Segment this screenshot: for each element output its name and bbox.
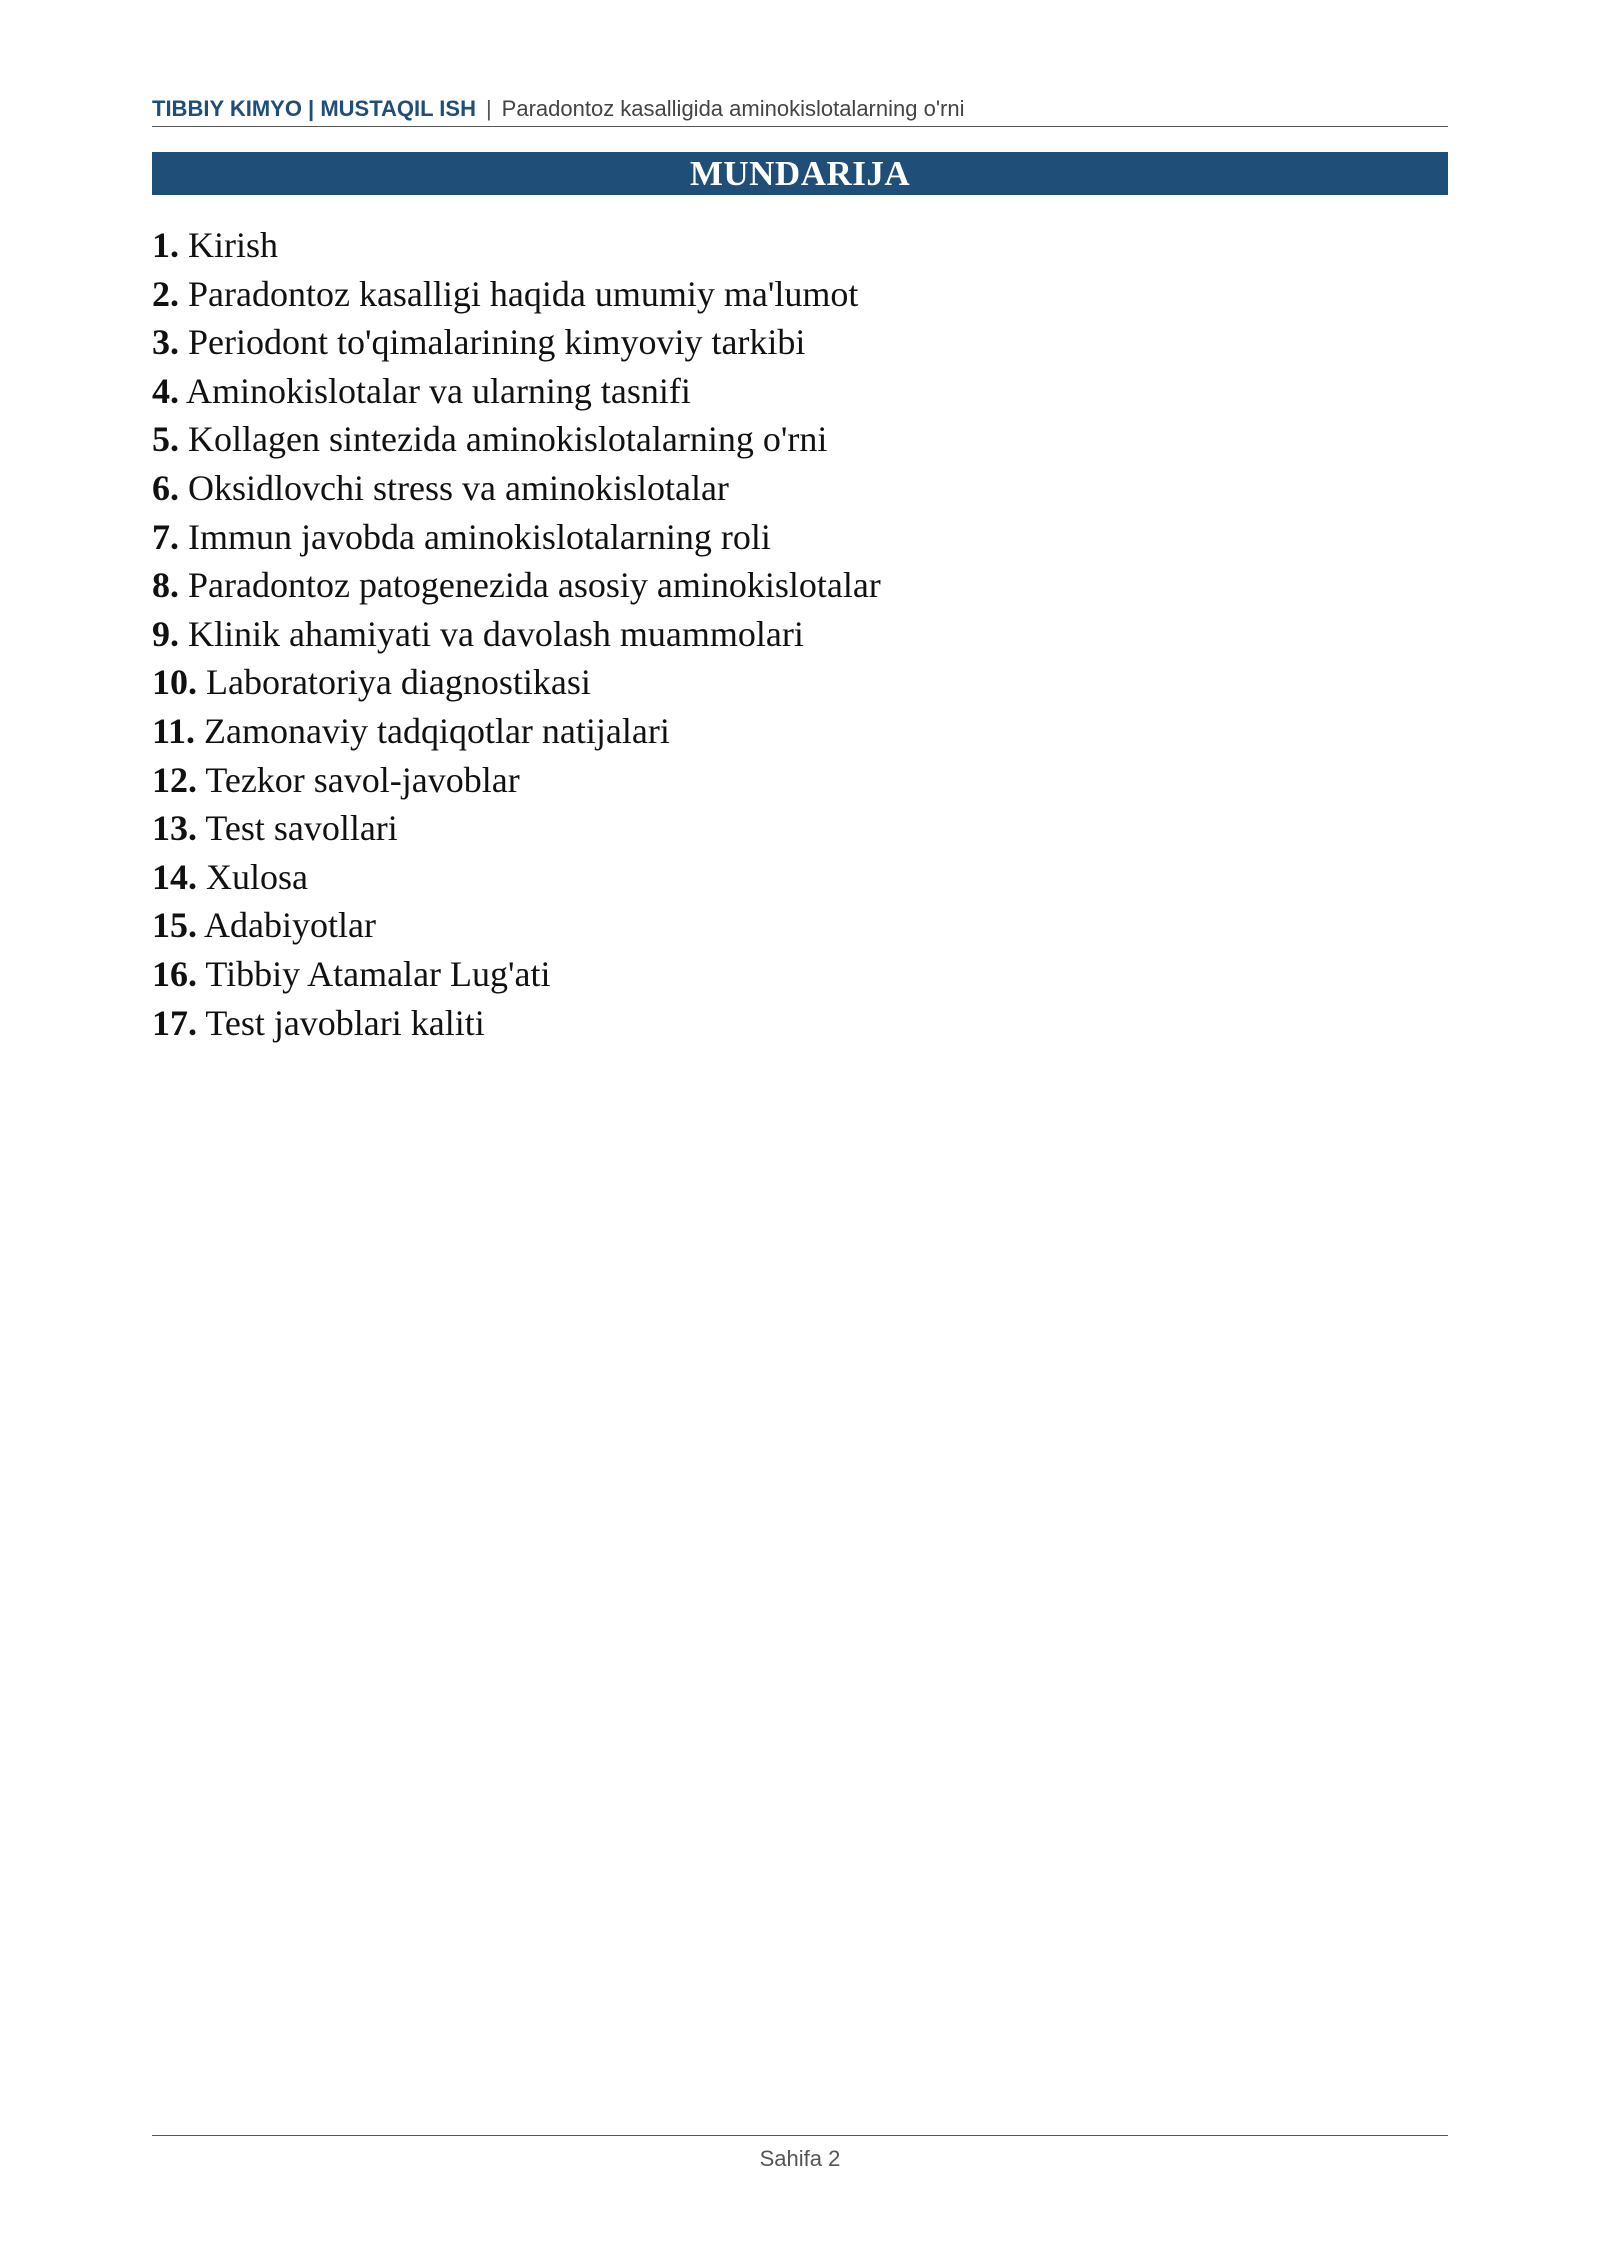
toc-item-number: 12. xyxy=(152,759,197,800)
toc-item-number: 2. xyxy=(152,273,179,314)
toc-item-text: Periodont to'qimalarining kimyoviy tarkibi xyxy=(188,322,806,363)
toc-item xyxy=(152,367,881,416)
toc-item-text: Oksidlovchi stress va aminokislotalar xyxy=(188,467,729,508)
table-of-contents xyxy=(152,221,881,1047)
toc-item xyxy=(152,221,881,270)
toc-item-text: Xulosa xyxy=(206,856,308,897)
toc-item-text: Immun javobda aminokislotalarning roli xyxy=(188,516,771,557)
toc-item xyxy=(152,950,881,999)
toc-item-text: Tezkor savol-javoblar xyxy=(205,759,520,800)
toc-item-text: Test savollari xyxy=(205,808,398,849)
toc-item-text: Paradontoz kasalligi haqida umumiy ma'lumot xyxy=(188,273,859,314)
toc-item-number: 8. xyxy=(152,565,179,606)
page-header xyxy=(152,92,1448,127)
toc-item-number: 17. xyxy=(152,1002,197,1043)
toc-item xyxy=(152,853,881,902)
toc-item-text: Adabiyotlar xyxy=(204,905,376,946)
toc-item xyxy=(152,464,881,513)
toc-item-number: 3. xyxy=(152,322,179,363)
toc-item xyxy=(152,707,881,756)
toc-item-number: 1. xyxy=(152,225,179,265)
toc-item xyxy=(152,561,881,610)
toc-item-text: Aminokislotalar va ularning tasnifi xyxy=(186,370,691,411)
toc-item-text: Kollagen sintezida aminokislotalarning o'rni xyxy=(188,419,828,460)
toc-item-text: Paradontoz patogenezida asosiy aminokislotalar xyxy=(188,565,881,606)
document-topic: Paradontoz kasalligida aminokislotalarning o'rni xyxy=(501,96,965,121)
toc-item xyxy=(152,804,881,853)
toc-item xyxy=(152,756,881,805)
toc-item-number: 9. xyxy=(152,613,179,654)
toc-item xyxy=(152,999,881,1048)
toc-item-number: 10. xyxy=(152,662,197,703)
toc-item-number: 7. xyxy=(152,516,179,557)
toc-item xyxy=(152,415,881,464)
header-separator: | xyxy=(485,96,492,121)
toc-item xyxy=(152,610,881,659)
toc-item-number: 4. xyxy=(152,370,179,411)
toc-item xyxy=(152,901,881,950)
toc-item-text: Zamonaviy tadqiqotlar natijalari xyxy=(204,710,670,751)
toc-item xyxy=(152,270,881,319)
toc-item-text: Test javoblari kaliti xyxy=(205,1002,485,1043)
toc-item-number: 6. xyxy=(152,467,179,508)
toc-item xyxy=(152,658,881,707)
toc-item-number: 14. xyxy=(152,856,197,897)
toc-item xyxy=(152,318,881,367)
toc-item-number: 11. xyxy=(152,710,196,751)
toc-title: MUNDARIJA xyxy=(152,152,1448,195)
toc-item-text: Laboratoriya diagnostikasi xyxy=(206,662,591,703)
toc-item-number: 16. xyxy=(152,953,197,994)
page-number: Sahifa 2 xyxy=(759,2146,841,2171)
toc-item-number: 5. xyxy=(152,419,179,460)
toc-item-text: Tibbiy Atamalar Lug'ati xyxy=(205,953,551,994)
toc-item-number: 13. xyxy=(152,808,197,849)
toc-item-number: 15. xyxy=(152,905,197,946)
course-title: TIBBIY KIMYO | MUSTAQIL ISH xyxy=(152,96,476,121)
toc-item-text: Kirish xyxy=(188,225,278,265)
page-footer xyxy=(152,2135,1448,2172)
toc-item-text: Klinik ahamiyati va davolash muammolari xyxy=(188,613,804,654)
toc-item xyxy=(152,513,881,562)
